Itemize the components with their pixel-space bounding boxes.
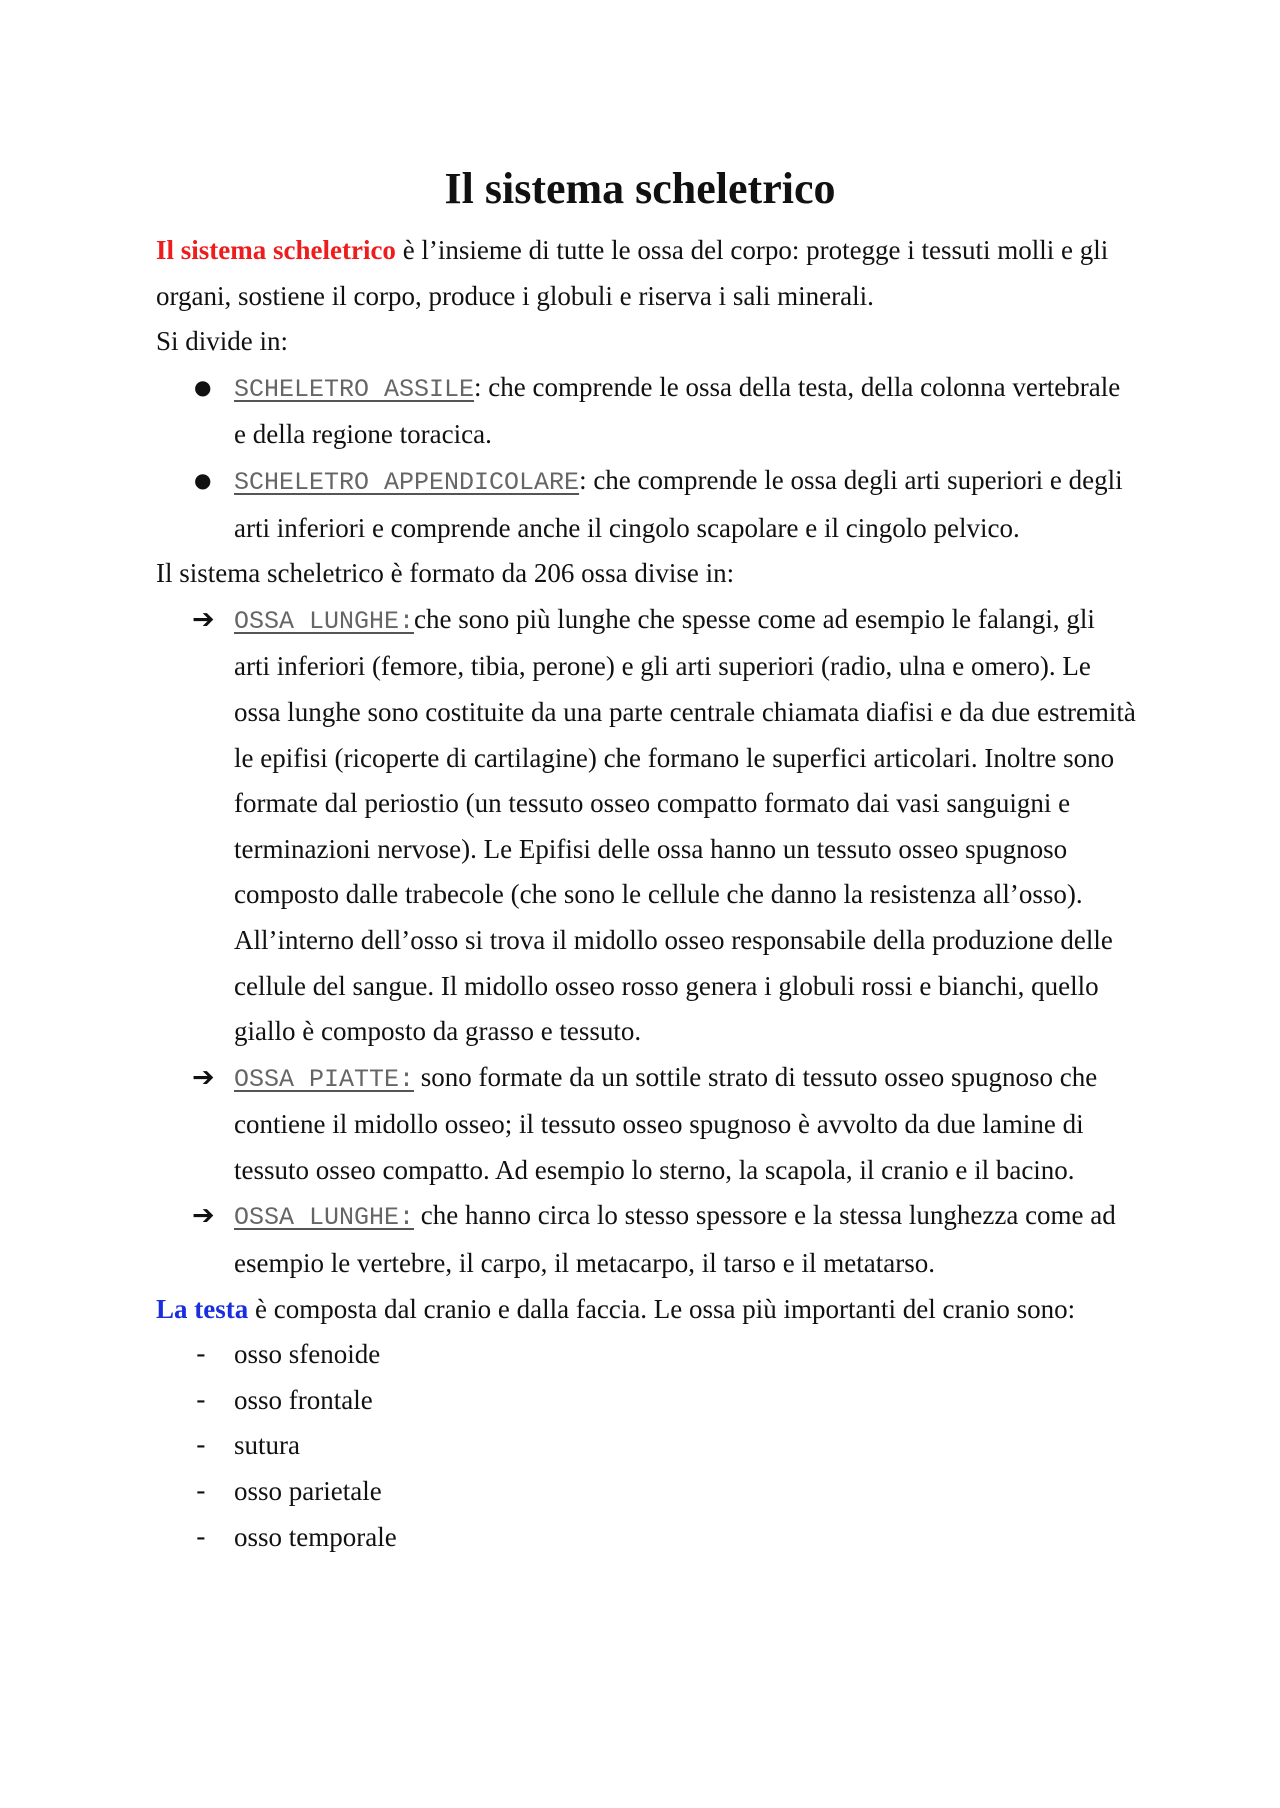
bones-intro: Il sistema scheletrico è formato da 206 ossa divise in: — [156, 558, 735, 589]
list-item-ossa-lunghe-2 — [156, 1193, 1136, 1286]
head-text: è composta dal cranio e dalla faccia. Le ossa più importanti del cranio sono: — [248, 1293, 1076, 1324]
desc-ossa-piatte: sono formate da un sottile strato di tessuto osseo spugnoso che contiene il midollo osseo; il tessuto osseo spugnoso è avvolto da due lamine di tessuto osseo compatto. Ad esempio lo sterno, la scapola, il cranio e il bacino. — [234, 1061, 1098, 1185]
bullet-icon: ● — [194, 374, 212, 399]
term-scheletro-assile: SCHELETRO ASSILE — [234, 374, 475, 404]
skull-bone-label: osso parietale — [234, 1476, 382, 1507]
desc-ossa-lunghe-2: che hanno circa lo stesso spessore e la stessa lunghezza come ad esempio le vertebre, il carpo, il metacarpo, il tarso e il metatarso. — [234, 1200, 1116, 1279]
skull-bone-label: sutura — [234, 1430, 300, 1461]
list-item-scheletro-appendicolare — [156, 458, 1136, 551]
desc-scheletro-appendicolare: : che comprende le ossa degli arti superiori e degli arti inferiori e comprende anche il cingolo scapolare e il cingolo pelvico. — [234, 464, 1123, 543]
intro-highlight: Il sistema scheletrico — [156, 235, 396, 265]
dash-icon: - — [196, 1430, 206, 1462]
page-title: Il sistema scheletrico — [444, 164, 836, 213]
list-item-skull-bone — [156, 1332, 1136, 1378]
dash-icon: - — [196, 1521, 206, 1553]
arrow-icon: ➔ — [192, 1200, 215, 1232]
desc-ossa-lunghe: che sono più lunghe che spesse come ad esempio le falangi, gli arti inferiori (femore, tibia, perone) e gli arti superiori (radio, ulna e omero). Le ossa lunghe sono costituite da una parte centrale chiamata diafisi e da due estremità le epifisi (ricoperte di cartilagine) che formano le superfici articolari. Inoltre sono formate dal periostio (un tessuto osseo compatto formato dai vasi sanguigni e terminazioni nervose). Le Epifisi delle ossa hanno un tessuto osseo spugnoso composto dalle trabecole (che sono le cellule che danno la resistenza all’osso). All’interno dell’osso si trova il midollo osseo responsabile della produzione delle cellule del sangue. Il midollo osseo rosso genera i globuli rossi e bianchi, quello giallo è composto da grasso e tessuto. — [234, 603, 1136, 1047]
desc-scheletro-assile: : che comprende le ossa della testa, della colonna vertebrale e della regione toracica. — [234, 371, 1121, 450]
term-scheletro-appendicolare: SCHELETRO APPENDICOLARE — [234, 467, 580, 497]
arrow-icon: ➔ — [192, 1061, 215, 1093]
list-item-skull-bone — [156, 1378, 1136, 1424]
list-item-skull-bone — [156, 1469, 1136, 1515]
divide-label: Si divide in: — [156, 326, 289, 357]
arrow-icon: ➔ — [192, 603, 215, 635]
intro-text: è l’insieme di tutte le ossa del corpo: protegge i tessuti molli e gli organi, sostiene il corpo, produce i globuli e riserva i sali minerali. — [156, 235, 1109, 311]
skull-bone-label: osso temporale — [234, 1521, 397, 1552]
skull-bone-label: osso sfenoide — [234, 1339, 381, 1370]
dash-icon: - — [196, 1384, 206, 1416]
dash-icon: - — [196, 1476, 206, 1508]
list-item-ossa-lunghe — [156, 597, 1136, 1055]
bullet-icon: ● — [194, 467, 212, 492]
skull-bone-label: osso frontale — [234, 1384, 373, 1415]
term-ossa-lunghe-2: OSSA LUNGHE: — [234, 1203, 415, 1233]
dash-icon: - — [196, 1339, 206, 1371]
list-item-scheletro-assile — [156, 365, 1136, 458]
list-item-skull-bone — [156, 1423, 1136, 1469]
term-ossa-piatte: OSSA PIATTE: — [234, 1064, 415, 1094]
term-ossa-lunghe: OSSA LUNGHE: — [234, 606, 415, 636]
head-highlight: La testa — [156, 1293, 249, 1324]
document-body — [156, 228, 1136, 1560]
intro-paragraph — [156, 228, 1136, 319]
head-paragraph — [156, 1287, 1136, 1333]
list-item-skull-bone — [156, 1515, 1136, 1561]
list-item-ossa-piatte — [156, 1055, 1136, 1194]
